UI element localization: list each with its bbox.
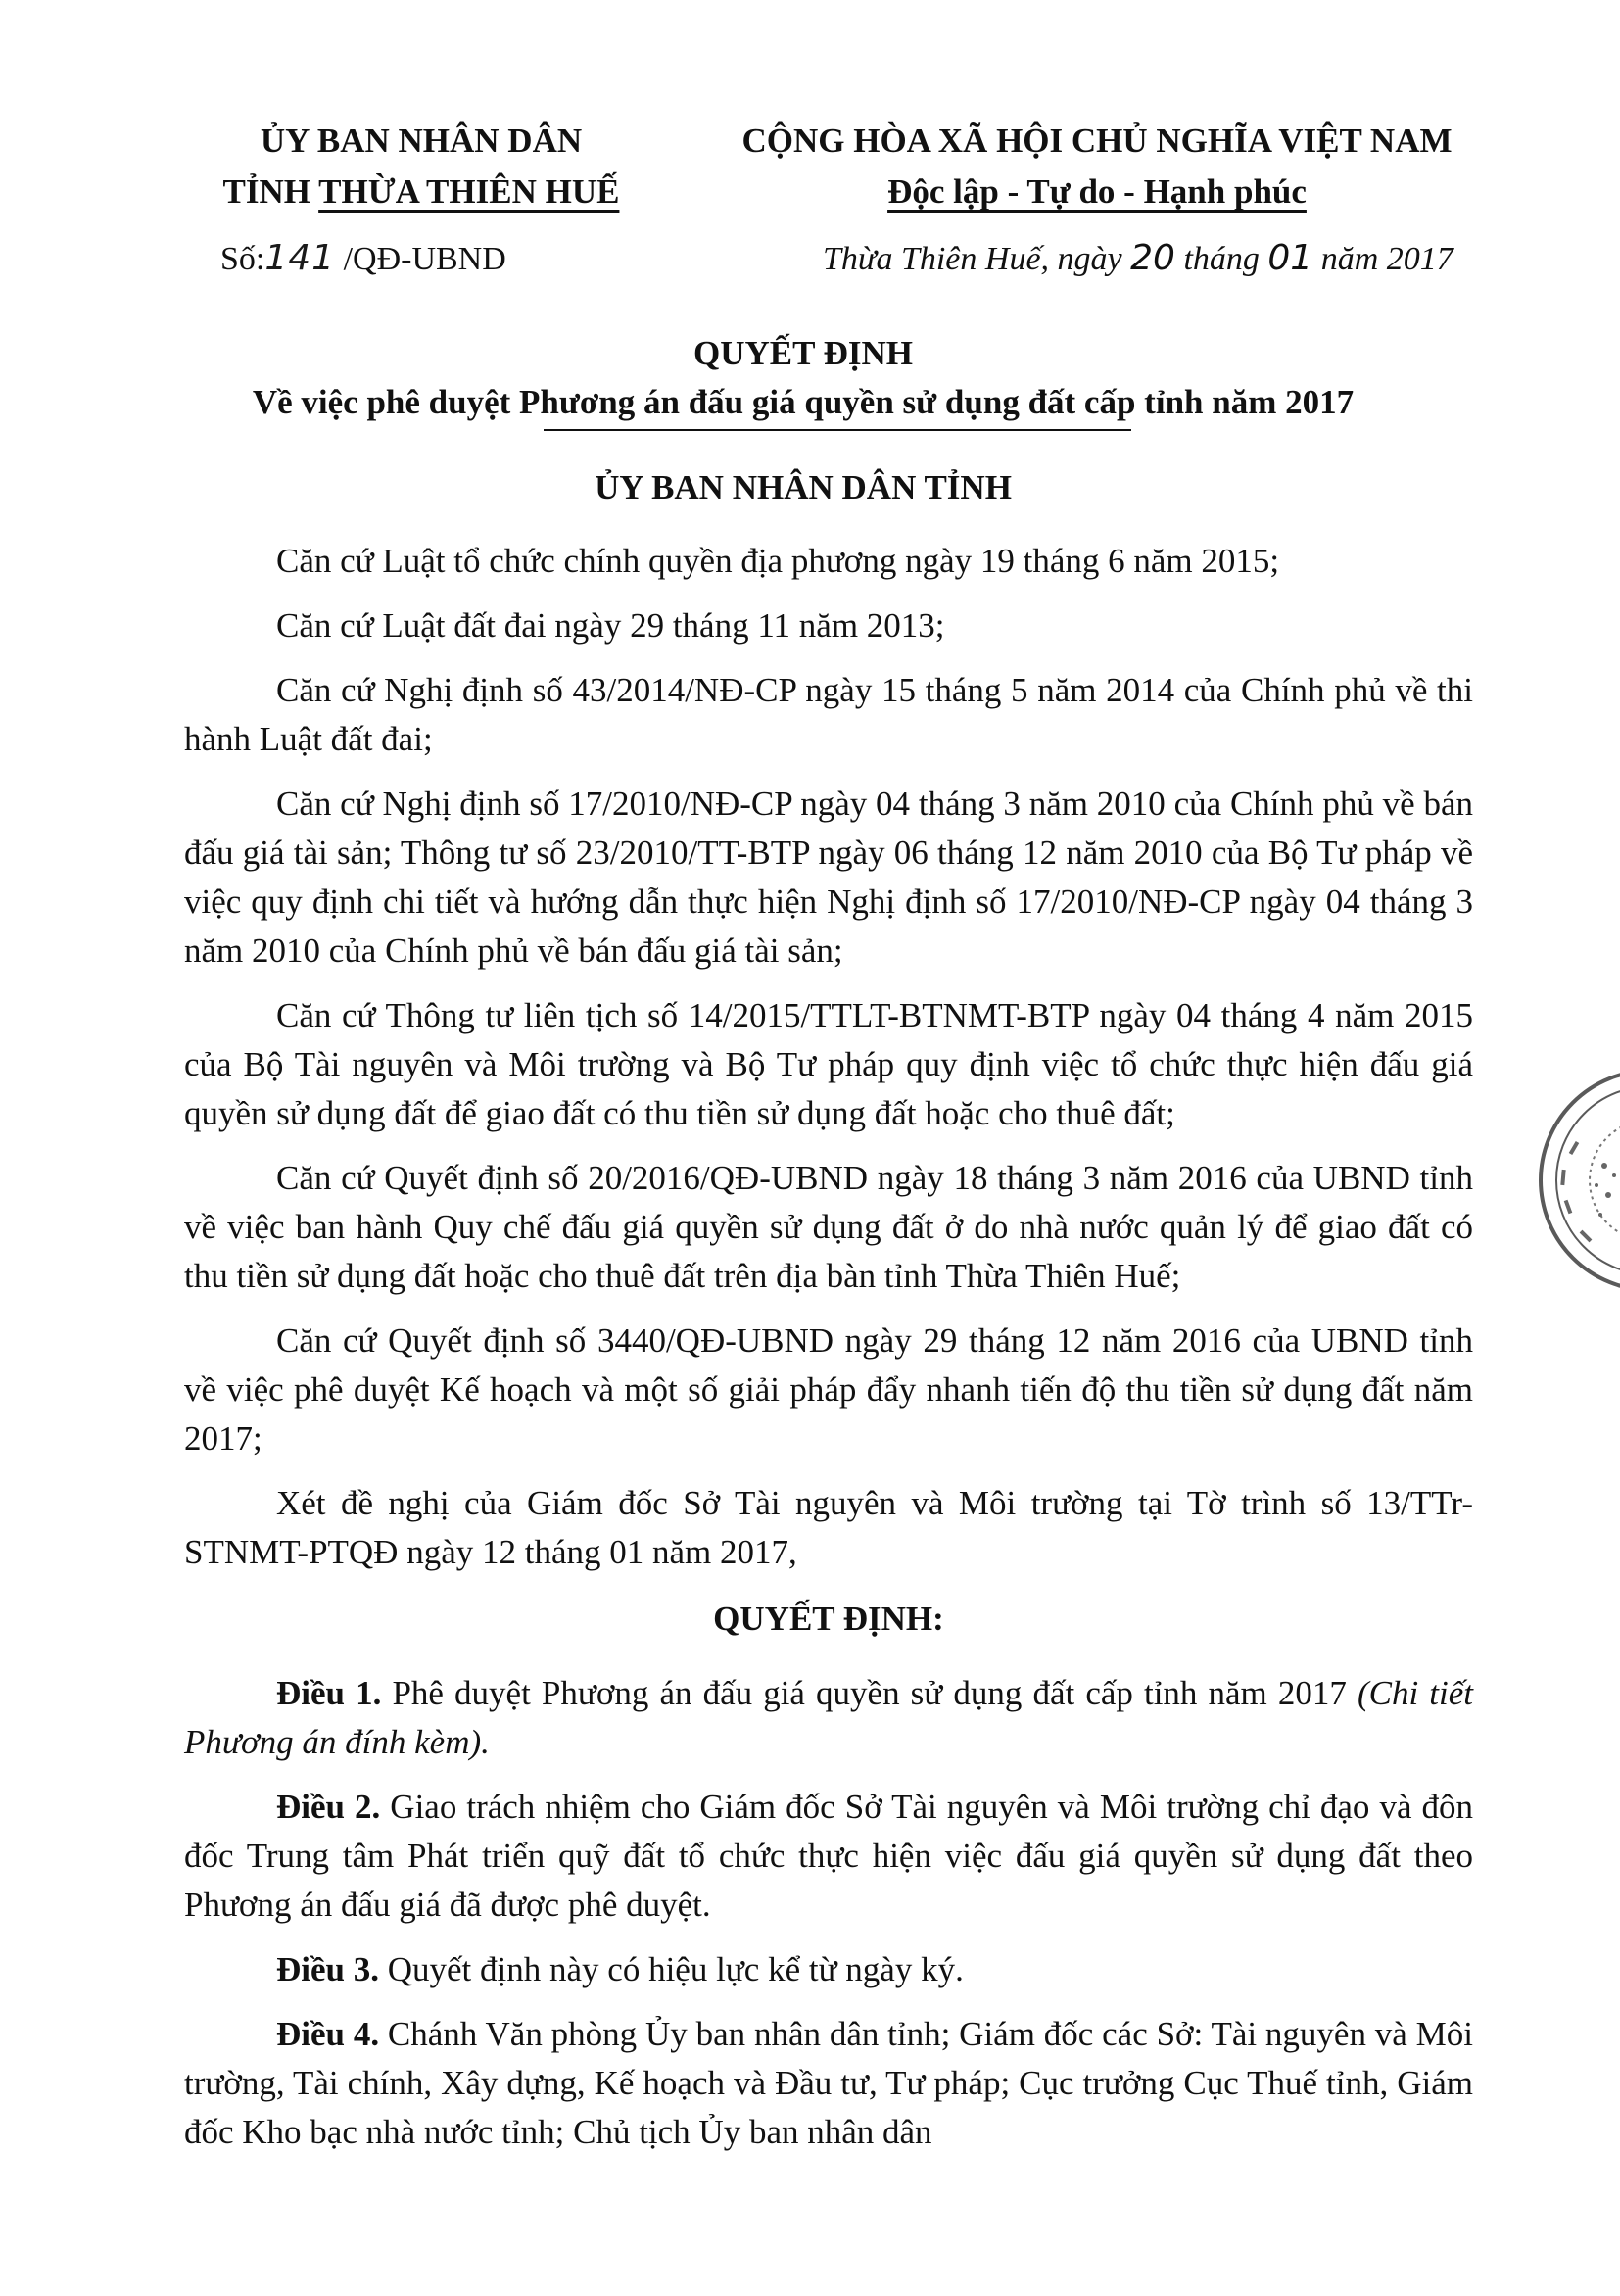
article-label: Điều 4. bbox=[276, 2015, 380, 2053]
article-text: Chánh Văn phòng Ủy ban nhân dân tỉnh; Giám đốc các Sở: Tài nguyên và Môi trường, Tài chính, Xây dựng, Kế hoạch và Đầu tư, Tư pháp; Cục trưởng Cục Thuế tỉnh, Giám đốc Kho bạc nhà nước tỉnh; Chủ tịch Ủy ban nhân dân bbox=[184, 2015, 1474, 2151]
title-underline bbox=[544, 429, 1131, 431]
article-text: Giao trách nhiệm cho Giám đốc Sở Tài nguyên và Môi trường chỉ đạo và đôn đốc Trung tâm Phát triển quỹ đất tổ chức thực hiện việc đấu giá quyền sử dụng đất theo Phương án đấu giá đã được phê duyệt. bbox=[184, 1788, 1474, 1924]
doc-no-handwritten: 141 bbox=[264, 238, 336, 278]
document-number bbox=[220, 238, 506, 278]
seal-stamp-icon bbox=[1528, 1058, 1620, 1303]
doc-no-suffix: /QĐ-UBND bbox=[335, 241, 506, 277]
document-body bbox=[184, 537, 1473, 2173]
national-motto: Độc lập - Tự do - Hạnh phúc bbox=[887, 172, 1307, 211]
article-note: (Chi tiết Phương án đính kèm). bbox=[184, 1674, 1474, 1761]
article-label: Điều 1. bbox=[276, 1674, 382, 1712]
legal-basis: Căn cứ Thông tư liên tịch số 14/2015/TTLT-BTNMT-BTP ngày 04 tháng 4 năm 2015 của Bộ Tài nguyên và Môi trường và Bộ Tư pháp quy định việc tổ chức thực hiện đấu giá quyền sử dụng đất để giao đất có thu tiền sử dụng đất hoặc cho thuê đất; bbox=[184, 996, 1473, 1132]
date-prefix: Thừa Thiên Huế, ngày bbox=[823, 241, 1131, 277]
agency-line-2 bbox=[167, 167, 676, 217]
article-2 bbox=[184, 1783, 1473, 1930]
agency-line-2-prefix: TỈNH bbox=[222, 172, 319, 211]
date-line bbox=[823, 238, 1489, 278]
article-label: Điều 3. bbox=[276, 1950, 379, 1988]
decision-heading: QUYẾT ĐỊNH: bbox=[713, 1600, 944, 1638]
republic-name: CỘNG HÒA XÃ HỘI CHỦ NGHĨA VIỆT NAM bbox=[741, 121, 1453, 160]
issuing-agency bbox=[167, 116, 676, 217]
legal-basis: Xét đề nghị của Giám đốc Sở Tài nguyên và Môi trường tại Tờ trình số 13/TTr-STNMT-PTQĐ ngày 12 tháng 01 năm 2017, bbox=[184, 1484, 1473, 1571]
article-label: Điều 2. bbox=[276, 1788, 381, 1826]
article-3 bbox=[184, 1945, 1473, 1994]
date-month: 01 bbox=[1267, 238, 1313, 278]
date-day: 20 bbox=[1130, 238, 1175, 278]
agency-province: THỪA THIÊN HUẾ bbox=[318, 172, 620, 211]
title-subject: Về việc phê duyệt Phương án đấu giá quyền sử dụng đất cấp tỉnh năm 2017 bbox=[252, 383, 1355, 421]
issuing-authority: ỦY BAN NHÂN DÂN TỈNH bbox=[595, 468, 1012, 506]
date-month-label: tháng bbox=[1174, 241, 1268, 277]
title-heading: QUYẾT ĐỊNH bbox=[693, 334, 913, 372]
legal-basis: Căn cứ Luật đất đai ngày 29 tháng 11 năm 2013; bbox=[276, 606, 945, 645]
article-text: Quyết định này có hiệu lực kể từ ngày ký. bbox=[379, 1950, 964, 1988]
agency-line-1: ỦY BAN NHÂN DÂN bbox=[260, 121, 583, 160]
article-1 bbox=[184, 1669, 1473, 1767]
legal-basis: Căn cứ Quyết định số 20/2016/QĐ-UBND ngày 18 tháng 3 năm 2016 của UBND tỉnh về việc ban hành Quy chế đấu giá quyền sử dụng đất ở do nhà nước quản lý để giao đất có thu tiền sử dụng đất hoặc cho thuê đất trên địa bàn tỉnh Thừa Thiên Huế; bbox=[184, 1159, 1473, 1295]
article-4 bbox=[184, 2010, 1473, 2157]
decision-title bbox=[147, 329, 1459, 427]
national-header bbox=[686, 116, 1508, 217]
article-text: Phê duyệt Phương án đấu giá quyền sử dụng đất cấp tỉnh năm 2017 bbox=[381, 1674, 1358, 1712]
legal-basis: Căn cứ Quyết định số 3440/QĐ-UBND ngày 29 tháng 12 năm 2016 của UBND tỉnh về việc phê duyệt Kế hoạch và một số giải pháp đẩy nhanh tiến độ thu tiền sử dụng đất năm 2017; bbox=[184, 1321, 1473, 1458]
legal-basis: Căn cứ Nghị định số 43/2014/NĐ-CP ngày 15 tháng 5 năm 2014 của Chính phủ về thi hành Luật đất đai; bbox=[184, 671, 1473, 758]
official-seal-fragment bbox=[1528, 1058, 1620, 1303]
date-year: năm 2017 bbox=[1312, 241, 1453, 277]
legal-basis: Căn cứ Nghị định số 17/2010/NĐ-CP ngày 04 tháng 3 năm 2010 của Chính phủ về bán đấu giá tài sản; Thông tư số 23/2010/TT-BTP ngày 06 tháng 12 năm 2010 của Bộ Tư pháp về việc quy định chi tiết và hướng dẫn thực hiện Nghị định số 17/2010/NĐ-CP ngày 04 tháng 3 năm 2010 của Chính phủ về bán đấu giá tài sản; bbox=[184, 785, 1473, 970]
legal-basis: Căn cứ Luật tổ chức chính quyền địa phương ngày 19 tháng 6 năm 2015; bbox=[276, 542, 1280, 580]
doc-no-prefix: Số: bbox=[220, 241, 265, 277]
